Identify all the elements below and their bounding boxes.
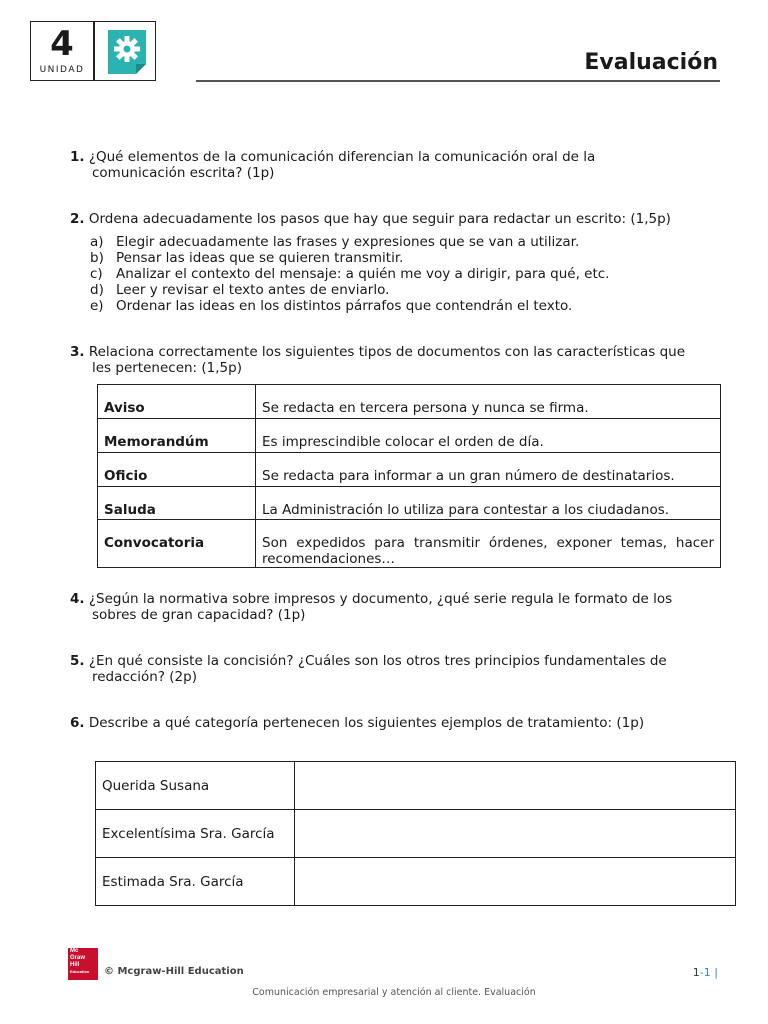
list-item: e) Ordenar las ideas en los distintos párrafos que contendrán el texto.: [90, 298, 573, 314]
unit-divider: [93, 22, 95, 80]
table-cell: Se redacta en tercera persona y nunca se firma.: [262, 400, 589, 416]
question-1: [70, 149, 720, 181]
documents-table: [97, 384, 721, 568]
unit-label: UNIDAD: [39, 65, 85, 75]
question-text: Ordena adecuadamente los pasos que hay que seguir para redactar un escrito: (1,5p): [88, 211, 671, 227]
table-row: [96, 858, 736, 906]
copyright-text: © Mcgraw-Hill Education: [104, 966, 244, 977]
answer-cell[interactable]: [295, 858, 736, 906]
table-row: [98, 520, 721, 568]
table-cell: Memorandúm: [104, 434, 209, 450]
question-number: 3.: [70, 344, 85, 360]
question-number: 6.: [70, 715, 85, 731]
table-cell: Convocatoria: [104, 535, 205, 551]
table-row: [96, 810, 736, 858]
question-text-cont: redacción? (2p): [92, 669, 197, 685]
table-row: [98, 385, 721, 419]
question-4: [70, 591, 720, 623]
page-title: Evaluación: [584, 50, 718, 75]
page-number: 1-1 |: [692, 966, 718, 979]
list-item: a) Elegir adecuadamente las frases y expresiones que se van a utilizar.: [90, 234, 580, 250]
question-text-cont: les pertenecen: (1,5p): [92, 360, 242, 376]
treatment-table: [95, 761, 736, 906]
question-number: 5.: [70, 653, 85, 669]
table-cell: Son expedidos para transmitir órdenes, exponer temas, hacer recomendaciones…: [262, 535, 714, 567]
question-text: Relaciona correctamente los siguientes tipos de documentos con las características que: [88, 344, 686, 360]
table-cell: Excelentísima Sra. García: [96, 810, 295, 858]
question-number: 2.: [70, 211, 85, 227]
table-cell: Oficio: [104, 468, 148, 484]
table-cell: Aviso: [104, 400, 145, 416]
question-3: [70, 344, 720, 376]
question-6: [70, 715, 720, 731]
table-row: [98, 453, 721, 487]
title-underline: [196, 80, 720, 82]
table-row: [98, 487, 721, 520]
table-row: [96, 762, 736, 810]
question-number: 4.: [70, 591, 85, 607]
question-5: [70, 653, 720, 685]
question-text: ¿Según la normativa sobre impresos y documento, ¿qué serie regula le formato de los: [88, 591, 673, 607]
table-cell: Estimada Sra. García: [96, 858, 295, 906]
table-cell: Se redacta para informar a un gran número de destinatarios.: [262, 468, 675, 484]
question-text: Describe a qué categoría pertenecen los siguientes ejemplos de tratamiento: (1p): [88, 715, 645, 731]
table-cell: Querida Susana: [96, 762, 295, 810]
question-text: ¿En qué consiste la concisión? ¿Cuáles son los otros tres principios fundamentales de: [88, 653, 667, 669]
answer-cell[interactable]: [295, 810, 736, 858]
table-cell: La Administración lo utiliza para contestar a los ciudadanos.: [262, 502, 670, 518]
mcgraw-hill-logo: Mc Graw Hill Education: [68, 948, 98, 980]
gear-document-icon: [108, 30, 146, 74]
list-item: c) Analizar el contexto del mensaje: a quién me voy a dirigir, para qué, etc.: [90, 266, 610, 282]
unit-number: 4: [50, 24, 74, 64]
question-text: ¿Qué elementos de la comunicación diferencian la comunicación oral de la: [88, 149, 596, 165]
question-text-cont: comunicación escrita? (1p): [92, 165, 275, 181]
answer-cell[interactable]: [295, 762, 736, 810]
question-text-cont: sobres de gran capacidad? (1p): [92, 607, 306, 623]
table-cell: Saluda: [104, 502, 156, 518]
list-item: b) Pensar las ideas que se quieren transmitir.: [90, 250, 404, 266]
steps-list: [90, 234, 710, 314]
footer-subtitle: Comunicación empresarial y atención al cliente. Evaluación: [252, 987, 536, 998]
table-row: [98, 419, 721, 453]
question-number: 1.: [70, 149, 85, 165]
table-cell: Es imprescindible colocar el orden de día.: [262, 434, 544, 450]
list-item: d) Leer y revisar el texto antes de enviarlo.: [90, 282, 390, 298]
question-2: [70, 211, 720, 227]
unit-badge: [30, 21, 156, 81]
